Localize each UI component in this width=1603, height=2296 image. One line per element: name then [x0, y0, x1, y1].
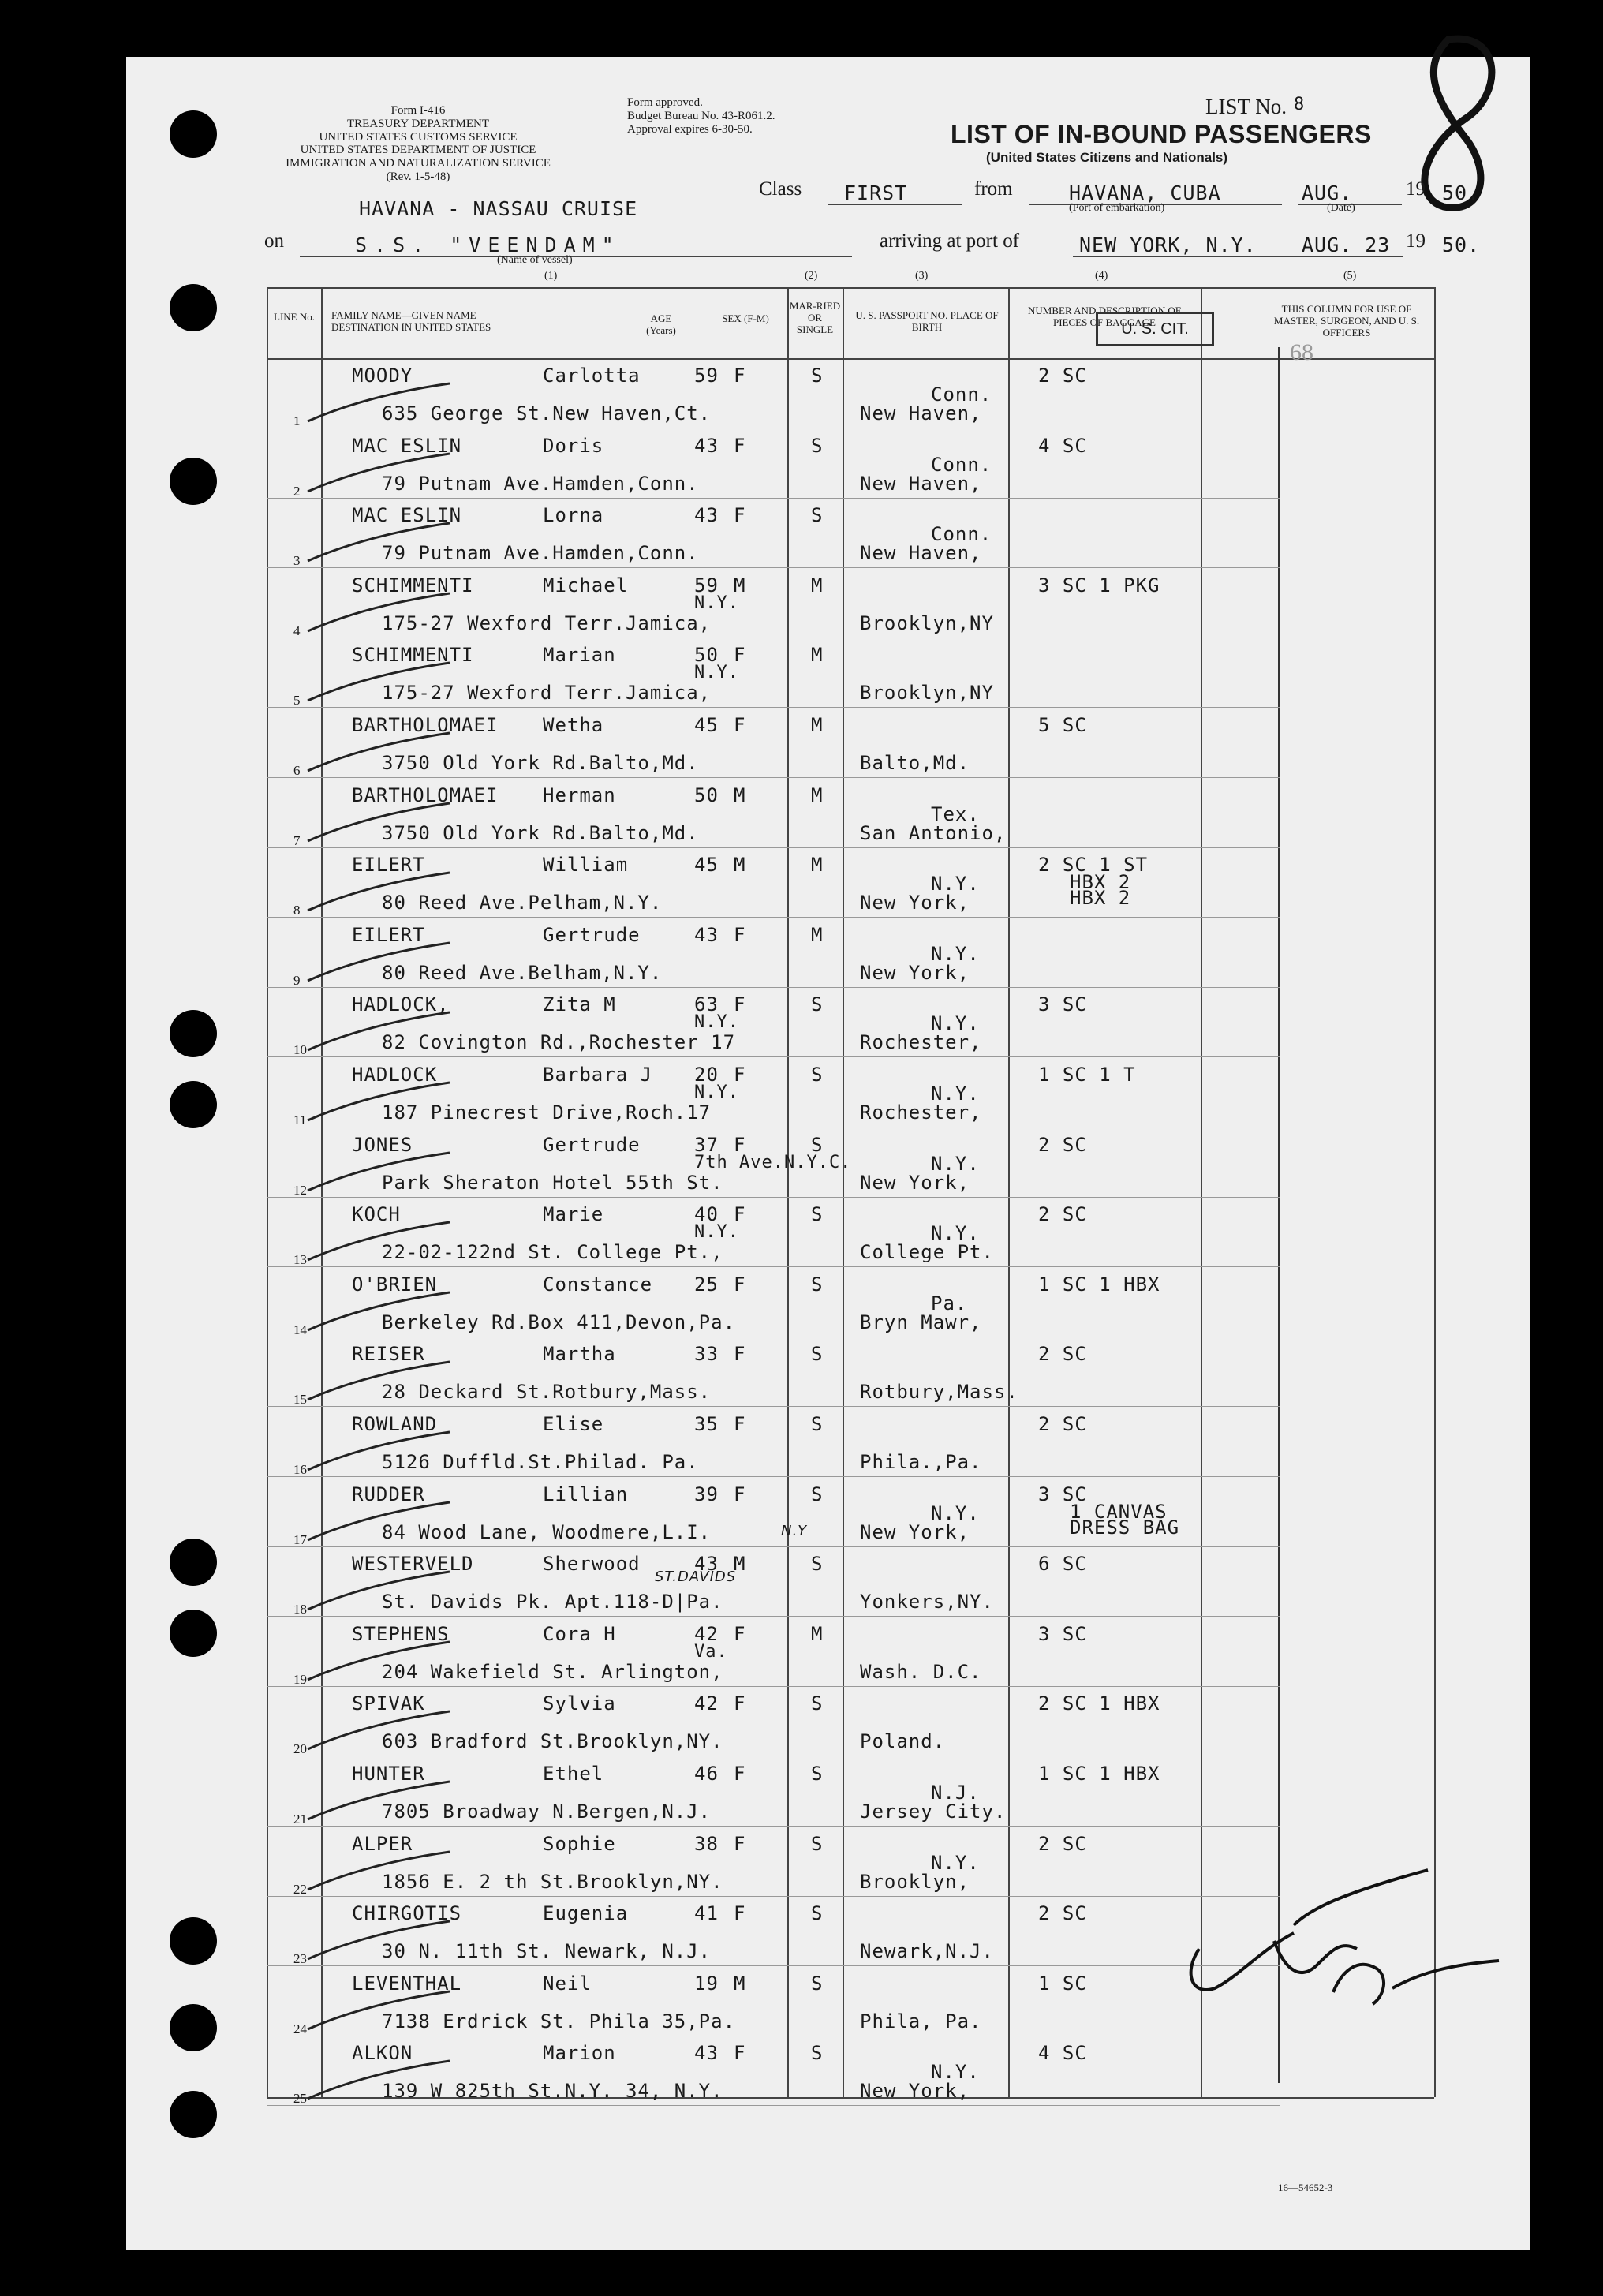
family-name: SCHIMMENTI — [352, 574, 474, 596]
age: 33 — [694, 1343, 719, 1366]
birth-state: N.Y. — [931, 1152, 980, 1175]
age: 37 — [694, 1133, 719, 1156]
sex: M — [734, 783, 746, 806]
destination-address: 175-27 Wexford Terr.Jamica, — [382, 682, 712, 705]
line-number: 22 — [293, 1881, 307, 1897]
line-number: 19 — [293, 1671, 307, 1687]
place-of-birth: New York, — [860, 2080, 970, 2103]
age: 59 — [694, 574, 719, 596]
marital-status: S — [811, 2042, 824, 2065]
form-approved: Form approved. — [627, 96, 703, 109]
line-number: 6 — [293, 763, 301, 778]
family-name: ROWLAND — [352, 1413, 438, 1435]
sex: F — [734, 1064, 746, 1086]
family-name: ALKON — [352, 2042, 413, 2065]
age: 35 — [694, 1413, 719, 1435]
header-officers: THIS COLUMN FOR USE OF MASTER, SURGEON, AND U. S. OFFICERS — [1273, 303, 1420, 338]
family-name: KOCH — [352, 1203, 401, 1226]
handwritten-note: ST.DAVIDS — [655, 1569, 737, 1586]
arriving-label: arriving at port of — [880, 230, 1020, 252]
marital-status: S — [811, 1413, 824, 1435]
marital-status: S — [811, 1972, 824, 1995]
destination-address: 84 Wood Lane, Woodmere,L.I. — [382, 1520, 712, 1543]
destination-address: 30 N. 11th St. Newark, N.J. — [382, 1940, 712, 1963]
given-name: Doris — [543, 434, 604, 457]
side-number: 68 — [1290, 339, 1313, 365]
destination-address: St. Davids Pk. Apt.118-D|Pa. — [382, 1591, 723, 1614]
baggage: 2 SC — [1038, 1203, 1087, 1226]
place-of-birth: Brooklyn,NY — [860, 611, 994, 634]
family-name: LEVENTHAL — [352, 1972, 462, 1995]
given-name: Marion — [543, 2042, 616, 2065]
line-number: 10 — [293, 1042, 307, 1058]
marital-status: S — [811, 504, 824, 527]
family-name: JONES — [352, 1133, 413, 1156]
family-name: O'BRIEN — [352, 1273, 438, 1296]
birth-state: N.Y. — [931, 1222, 980, 1245]
header-baggage: NUMBER AND DESCRIPTION OF PIECES OF BAGGAGE — [1028, 305, 1181, 328]
place-of-birth: College Pt. — [860, 1241, 994, 1264]
marital-status: S — [811, 1692, 824, 1715]
place-of-birth: Brooklyn,NY — [860, 682, 994, 705]
age: 41 — [694, 1902, 719, 1925]
family-name: REISER — [352, 1343, 425, 1366]
destination-address: 603 Bradford St.Brooklyn,NY. — [382, 1730, 723, 1753]
line-number: 21 — [293, 1812, 307, 1827]
sex: F — [734, 1133, 746, 1156]
place-of-birth: Yonkers,NY. — [860, 1591, 994, 1614]
line-number: 4 — [293, 623, 301, 638]
baggage: 2 SC — [1038, 1133, 1087, 1156]
destination-address: 79 Putnam Ave.Hamden,Conn. — [382, 542, 699, 565]
given-name: Sophie — [543, 1832, 616, 1855]
line-number: 18 — [293, 1602, 307, 1617]
age: 43 — [694, 923, 719, 946]
arrival-year-prefix: 19 — [1406, 230, 1426, 252]
form-code: 16—54652-3 — [1278, 2182, 1333, 2193]
family-name: HUNTER — [352, 1763, 425, 1785]
given-name: Zita M — [543, 993, 616, 1016]
address-extra: N.Y. — [694, 1222, 739, 1243]
destination-address: 175-27 Wexford Terr.Jamica, — [382, 611, 712, 634]
on-label: on — [264, 230, 284, 252]
treasury-dept: TREASURY DEPARTMENT — [346, 118, 490, 130]
destination-address: 7138 Erdrick St. Phila 35,Pa. — [382, 2010, 736, 2032]
baggage: 2 SC — [1038, 365, 1087, 387]
given-name: Lorna — [543, 504, 604, 527]
vessel-name: S.S. "VEENDAM" — [355, 234, 621, 256]
line-number: 5 — [293, 693, 301, 709]
sex: F — [734, 923, 746, 946]
given-name: Cora H — [543, 1622, 616, 1645]
destination-address: 82 Covington Rd.,Rochester 17 — [382, 1031, 736, 1054]
place-of-birth: New York, — [860, 1171, 970, 1194]
given-name: Martha — [543, 1343, 616, 1366]
budget-bureau: Budget Bureau No. 43-R061.2. — [627, 110, 775, 122]
baggage: 1 SC 1 T — [1038, 1064, 1136, 1086]
place-of-birth: Phila, Pa. — [860, 2010, 982, 2032]
destination-address: 7805 Broadway N.Bergen,N.J. — [382, 1801, 712, 1823]
given-name: Sherwood — [543, 1553, 641, 1576]
marital-status: S — [811, 1064, 824, 1086]
place-of-birth: Brooklyn, — [860, 1870, 970, 1893]
line-number: 25 — [293, 2091, 307, 2107]
age: 43 — [694, 504, 719, 527]
family-name: WESTERVELD — [352, 1553, 474, 1576]
us-citizen-stamp: U. S. CIT. — [1096, 312, 1214, 346]
marital-status: S — [811, 993, 824, 1016]
baggage: 4 SC — [1038, 434, 1087, 457]
col-number-5: (5) — [1343, 270, 1357, 282]
place-of-birth: New Haven, — [860, 542, 982, 565]
destination-address: 635 George St.New Haven,Ct. — [382, 402, 712, 424]
col-number-3: (3) — [915, 270, 929, 282]
family-name: ALPER — [352, 1832, 413, 1855]
birth-state: N.Y. — [931, 2061, 980, 2084]
place-of-birth: Phila.,Pa. — [860, 1451, 982, 1473]
age: 19 — [694, 1972, 719, 1995]
line-number: 11 — [293, 1112, 307, 1127]
marital-status: S — [811, 434, 824, 457]
marital-status: M — [811, 1622, 824, 1645]
destination-address: 28 Deckard St.Rotbury,Mass. — [382, 1381, 712, 1404]
marital-status: S — [811, 1203, 824, 1226]
baggage: 3 SC — [1038, 993, 1087, 1016]
destination-address: 5126 Duffld.St.Philad. Pa. — [382, 1451, 699, 1473]
sex: F — [734, 1763, 746, 1785]
address-extra: 7th Ave.N.Y.C. — [694, 1152, 852, 1172]
header-married: MAR-RIED OR SINGLE — [789, 300, 841, 335]
line-number: 12 — [293, 1182, 307, 1198]
given-name: Marie — [543, 1203, 604, 1226]
sex: F — [734, 1622, 746, 1645]
line-number: 15 — [293, 1392, 307, 1408]
age: 20 — [694, 1064, 719, 1086]
sex: F — [734, 365, 746, 387]
birth-state: Conn. — [931, 523, 992, 546]
line-number: 9 — [293, 972, 301, 988]
destination-address: 3750 Old York Rd.Balto,Md. — [382, 821, 699, 844]
given-name: Neil — [543, 1972, 592, 1995]
destination-address: 204 Wakefield St. Arlington, — [382, 1660, 723, 1683]
address-extra: N.Y. — [694, 593, 739, 613]
age: 38 — [694, 1832, 719, 1855]
form-number: Form I-416 — [390, 104, 446, 117]
marital-status: S — [811, 1553, 824, 1576]
col-number-1: (1) — [544, 270, 558, 282]
header-line-no: LINE No. — [274, 311, 315, 323]
baggage: 3 SC 1 PKG — [1038, 574, 1160, 596]
age: 59 — [694, 365, 719, 387]
place-of-birth: Bryn Mawr, — [860, 1311, 982, 1333]
sex: M — [734, 854, 746, 877]
marital-status: M — [811, 783, 824, 806]
place-of-birth: New Haven, — [860, 472, 982, 495]
customs-service: UNITED STATES CUSTOMS SERVICE — [319, 131, 518, 144]
age: 46 — [694, 1763, 719, 1785]
sex: F — [734, 1692, 746, 1715]
given-name: Lillian — [543, 1483, 629, 1505]
sex: M — [734, 1972, 746, 1995]
col-number-2: (2) — [805, 270, 818, 282]
place-of-birth: Balto,Md. — [860, 752, 970, 774]
baggage: 2 SC — [1038, 1413, 1087, 1435]
sex: F — [734, 1832, 746, 1855]
given-name: Eugenia — [543, 1902, 629, 1925]
sex: F — [734, 1902, 746, 1925]
baggage: 2 SC 1 ST — [1038, 854, 1149, 877]
baggage: 2 SC — [1038, 1343, 1087, 1366]
marital-status: M — [811, 923, 824, 946]
header-family-name: FAMILY NAME—GIVEN NAME — [331, 309, 476, 321]
destination-address: 79 Putnam Ave.Hamden,Conn. — [382, 472, 699, 495]
birth-state: N.J. — [931, 1782, 980, 1804]
line-number: 3 — [293, 553, 301, 569]
given-name: Carlotta — [543, 365, 641, 387]
place-of-birth: New York, — [860, 961, 970, 984]
place-of-birth: New Haven, — [860, 402, 982, 424]
sex: F — [734, 434, 746, 457]
baggage: 1 SC 1 HBX — [1038, 1273, 1160, 1296]
marital-status: M — [811, 854, 824, 877]
col-number-4: (4) — [1095, 270, 1108, 282]
age: 39 — [694, 1483, 719, 1505]
marital-status: S — [811, 1902, 824, 1925]
marital-status: S — [811, 365, 824, 387]
from-label: from — [974, 178, 1013, 200]
marital-status: M — [811, 574, 824, 596]
port-embarkation-note: (Port of embarkation) — [1069, 202, 1165, 214]
sex: M — [734, 1553, 746, 1576]
family-name: SPIVAK — [352, 1692, 425, 1715]
given-name: Sylvia — [543, 1692, 616, 1715]
baggage-line-3: HBX 2 — [1070, 887, 1131, 910]
date-note: (Date) — [1327, 202, 1355, 214]
place-of-birth: Rotbury,Mass. — [860, 1381, 1018, 1404]
given-name: Herman — [543, 783, 616, 806]
age: 63 — [694, 993, 719, 1016]
baggage: 1 SC — [1038, 1972, 1087, 1995]
class-label: Class — [759, 178, 802, 200]
marital-status: S — [811, 1273, 824, 1296]
line-number: 23 — [293, 1951, 307, 1967]
given-name: Michael — [543, 574, 629, 596]
age: 43 — [694, 1553, 719, 1576]
header-age: AGE (Years) — [646, 312, 676, 336]
given-name: Wetha — [543, 714, 604, 736]
destination-address: Park Sheraton Hotel 55th St. — [382, 1171, 723, 1194]
approval-expires: Approval expires 6-30-50. — [627, 123, 753, 136]
age: 40 — [694, 1203, 719, 1226]
arrival-date: AUG. 23 — [1302, 234, 1391, 256]
birth-state: N.Y. — [931, 1851, 980, 1874]
destination-address: 80 Reed Ave.Pelham,N.Y. — [382, 892, 663, 914]
header-sex: SEX (F-M) — [722, 312, 769, 324]
baggage: 2 SC — [1038, 1902, 1087, 1925]
age: 25 — [694, 1273, 719, 1296]
line-number: 20 — [293, 1741, 307, 1757]
family-name: RUDDER — [352, 1483, 425, 1505]
given-name: William — [543, 854, 629, 877]
departure-year-prefix: 19 — [1406, 178, 1426, 200]
handwritten-note: N.Y — [781, 1522, 808, 1539]
family-name: MAC ESLIN — [352, 434, 462, 457]
sex: M — [734, 574, 746, 596]
family-name: MAC ESLIN — [352, 504, 462, 527]
address-extra: N.Y. — [694, 663, 739, 683]
sex: F — [734, 714, 746, 736]
given-name: Gertrude — [543, 1133, 641, 1156]
arrival-port: NEW YORK, N.Y. — [1079, 234, 1257, 256]
departure-year: 50. — [1442, 181, 1481, 204]
age: 43 — [694, 434, 719, 457]
family-name: HADLOCK, — [352, 993, 450, 1016]
sex: F — [734, 993, 746, 1016]
family-name: EILERT — [352, 923, 425, 946]
place-of-birth: New York, — [860, 892, 970, 914]
baggage-line-2: 1 CANVAS — [1070, 1500, 1168, 1523]
sex: F — [734, 2042, 746, 2065]
given-name: Barbara J — [543, 1064, 653, 1086]
line-number: 2 — [293, 483, 301, 499]
baggage: 6 SC — [1038, 1553, 1087, 1576]
destination-address: 22-02-122nd St. College Pt., — [382, 1241, 723, 1264]
line-number: 7 — [293, 832, 301, 848]
sex: F — [734, 1343, 746, 1366]
age: 43 — [694, 2042, 719, 2065]
given-name: Ethel — [543, 1763, 604, 1785]
family-name: BARTHOLOMAEI — [352, 783, 499, 806]
given-name: Gertrude — [543, 923, 641, 946]
address-extra: N.Y. — [694, 1083, 739, 1102]
family-name: STEPHENS — [352, 1622, 450, 1645]
birth-state: N.Y. — [931, 1501, 980, 1524]
marital-status: S — [811, 1483, 824, 1505]
given-name: Marian — [543, 644, 616, 667]
document-subtitle: (United States Citizens and Nationals) — [986, 150, 1228, 165]
birth-state: Conn. — [931, 383, 992, 406]
age: 45 — [694, 714, 719, 736]
place-of-birth: Newark,N.J. — [860, 1940, 994, 1963]
sex: F — [734, 1483, 746, 1505]
baggage-line-2: HBX 2 — [1070, 871, 1131, 894]
departure-month: AUG. — [1302, 181, 1353, 204]
baggage: 1 SC 1 HBX — [1038, 1763, 1160, 1785]
destination-address: Berkeley Rd.Box 411,Devon,Pa. — [382, 1311, 736, 1333]
destination-address: 1856 E. 2 th St.Brooklyn,NY. — [382, 1870, 723, 1893]
revision: (Rev. 1-5-48) — [386, 170, 450, 183]
family-name: SCHIMMENTI — [352, 644, 474, 667]
marital-status: S — [811, 1832, 824, 1855]
place-of-birth: San Antonio, — [860, 821, 1007, 844]
header-passport: U. S. PASSPORT NO. PLACE OF BIRTH — [855, 309, 999, 333]
line-number: 14 — [293, 1322, 307, 1337]
birth-state: N.Y. — [931, 1012, 980, 1035]
marital-status: S — [811, 1133, 824, 1156]
list-no-label: LIST No. — [1205, 95, 1287, 118]
place-of-birth: Wash. D.C. — [860, 1660, 982, 1683]
family-name: CHIRGOTIS — [352, 1902, 462, 1925]
arrival-year: 50. — [1442, 234, 1481, 256]
family-name: HADLOCK — [352, 1064, 438, 1086]
address-extra: Va. — [694, 1641, 728, 1662]
line-number: 24 — [293, 2021, 307, 2036]
place-of-birth: Jersey City. — [860, 1801, 1007, 1823]
birth-state: N.Y. — [931, 942, 980, 965]
line-number: 17 — [293, 1531, 307, 1547]
given-name: Elise — [543, 1413, 604, 1435]
age: 50 — [694, 644, 719, 667]
marital-status: S — [811, 1343, 824, 1366]
sex: F — [734, 1203, 746, 1226]
family-name: BARTHOLOMAEI — [352, 714, 499, 736]
line-number: 16 — [293, 1462, 307, 1477]
age: 42 — [694, 1622, 719, 1645]
age: 50 — [694, 783, 719, 806]
destination-address: 187 Pinecrest Drive,Roch.17 — [382, 1101, 712, 1124]
destination-address: 80 Reed Ave.Belham,N.Y. — [382, 961, 663, 984]
line-number: 13 — [293, 1252, 307, 1268]
sex: F — [734, 504, 746, 527]
sex: F — [734, 644, 746, 667]
cruise-name: HAVANA - NASSAU CRUISE — [359, 197, 638, 220]
baggage-line-3: DRESS BAG — [1070, 1516, 1180, 1539]
birth-state: Pa. — [931, 1292, 968, 1314]
justice-dept: UNITED STATES DEPARTMENT OF JUSTICE — [300, 144, 536, 156]
baggage: 2 SC — [1038, 1832, 1087, 1855]
sex: F — [734, 1273, 746, 1296]
baggage: 4 SC — [1038, 2042, 1087, 2065]
baggage: 5 SC — [1038, 714, 1087, 736]
marital-status: S — [811, 1763, 824, 1785]
family-name: EILERT — [352, 854, 425, 877]
document-title: LIST OF IN-BOUND PASSENGERS — [951, 120, 1372, 148]
birth-state: Conn. — [931, 453, 992, 476]
place-of-birth: Poland. — [860, 1730, 946, 1753]
place-of-birth: Rochester, — [860, 1101, 982, 1124]
place-of-birth: Rochester, — [860, 1031, 982, 1054]
birth-state: Tex. — [931, 802, 980, 825]
line-number: 1 — [293, 413, 301, 428]
header-destination: DESTINATION IN UNITED STATES — [331, 321, 491, 333]
destination-address: 139 W 825th St.N.Y. 34, N.Y. — [382, 2080, 723, 2103]
baggage: 3 SC — [1038, 1483, 1087, 1505]
birth-state: N.Y. — [931, 873, 980, 896]
list-no-value: 8 — [1294, 95, 1305, 114]
class-value: FIRST — [844, 181, 908, 204]
vessel-note: (Name of vessel) — [497, 254, 573, 266]
line-number: 8 — [293, 903, 301, 918]
address-extra: N.Y. — [694, 1012, 739, 1033]
age: 45 — [694, 854, 719, 877]
family-name: MOODY — [352, 365, 413, 387]
marital-status: M — [811, 644, 824, 667]
from-value: HAVANA, CUBA — [1069, 181, 1221, 204]
birth-state: N.Y. — [931, 1083, 980, 1105]
marital-status: M — [811, 714, 824, 736]
place-of-birth: New York, — [860, 1520, 970, 1543]
destination-address: 3750 Old York Rd.Balto,Md. — [382, 752, 699, 774]
baggage: 2 SC 1 HBX — [1038, 1692, 1160, 1715]
age: 42 — [694, 1692, 719, 1715]
baggage: 3 SC — [1038, 1622, 1087, 1645]
ins-service: IMMIGRATION AND NATURALIZATION SERVICE — [286, 157, 551, 170]
given-name: Constance — [543, 1273, 653, 1296]
sex: F — [734, 1413, 746, 1435]
